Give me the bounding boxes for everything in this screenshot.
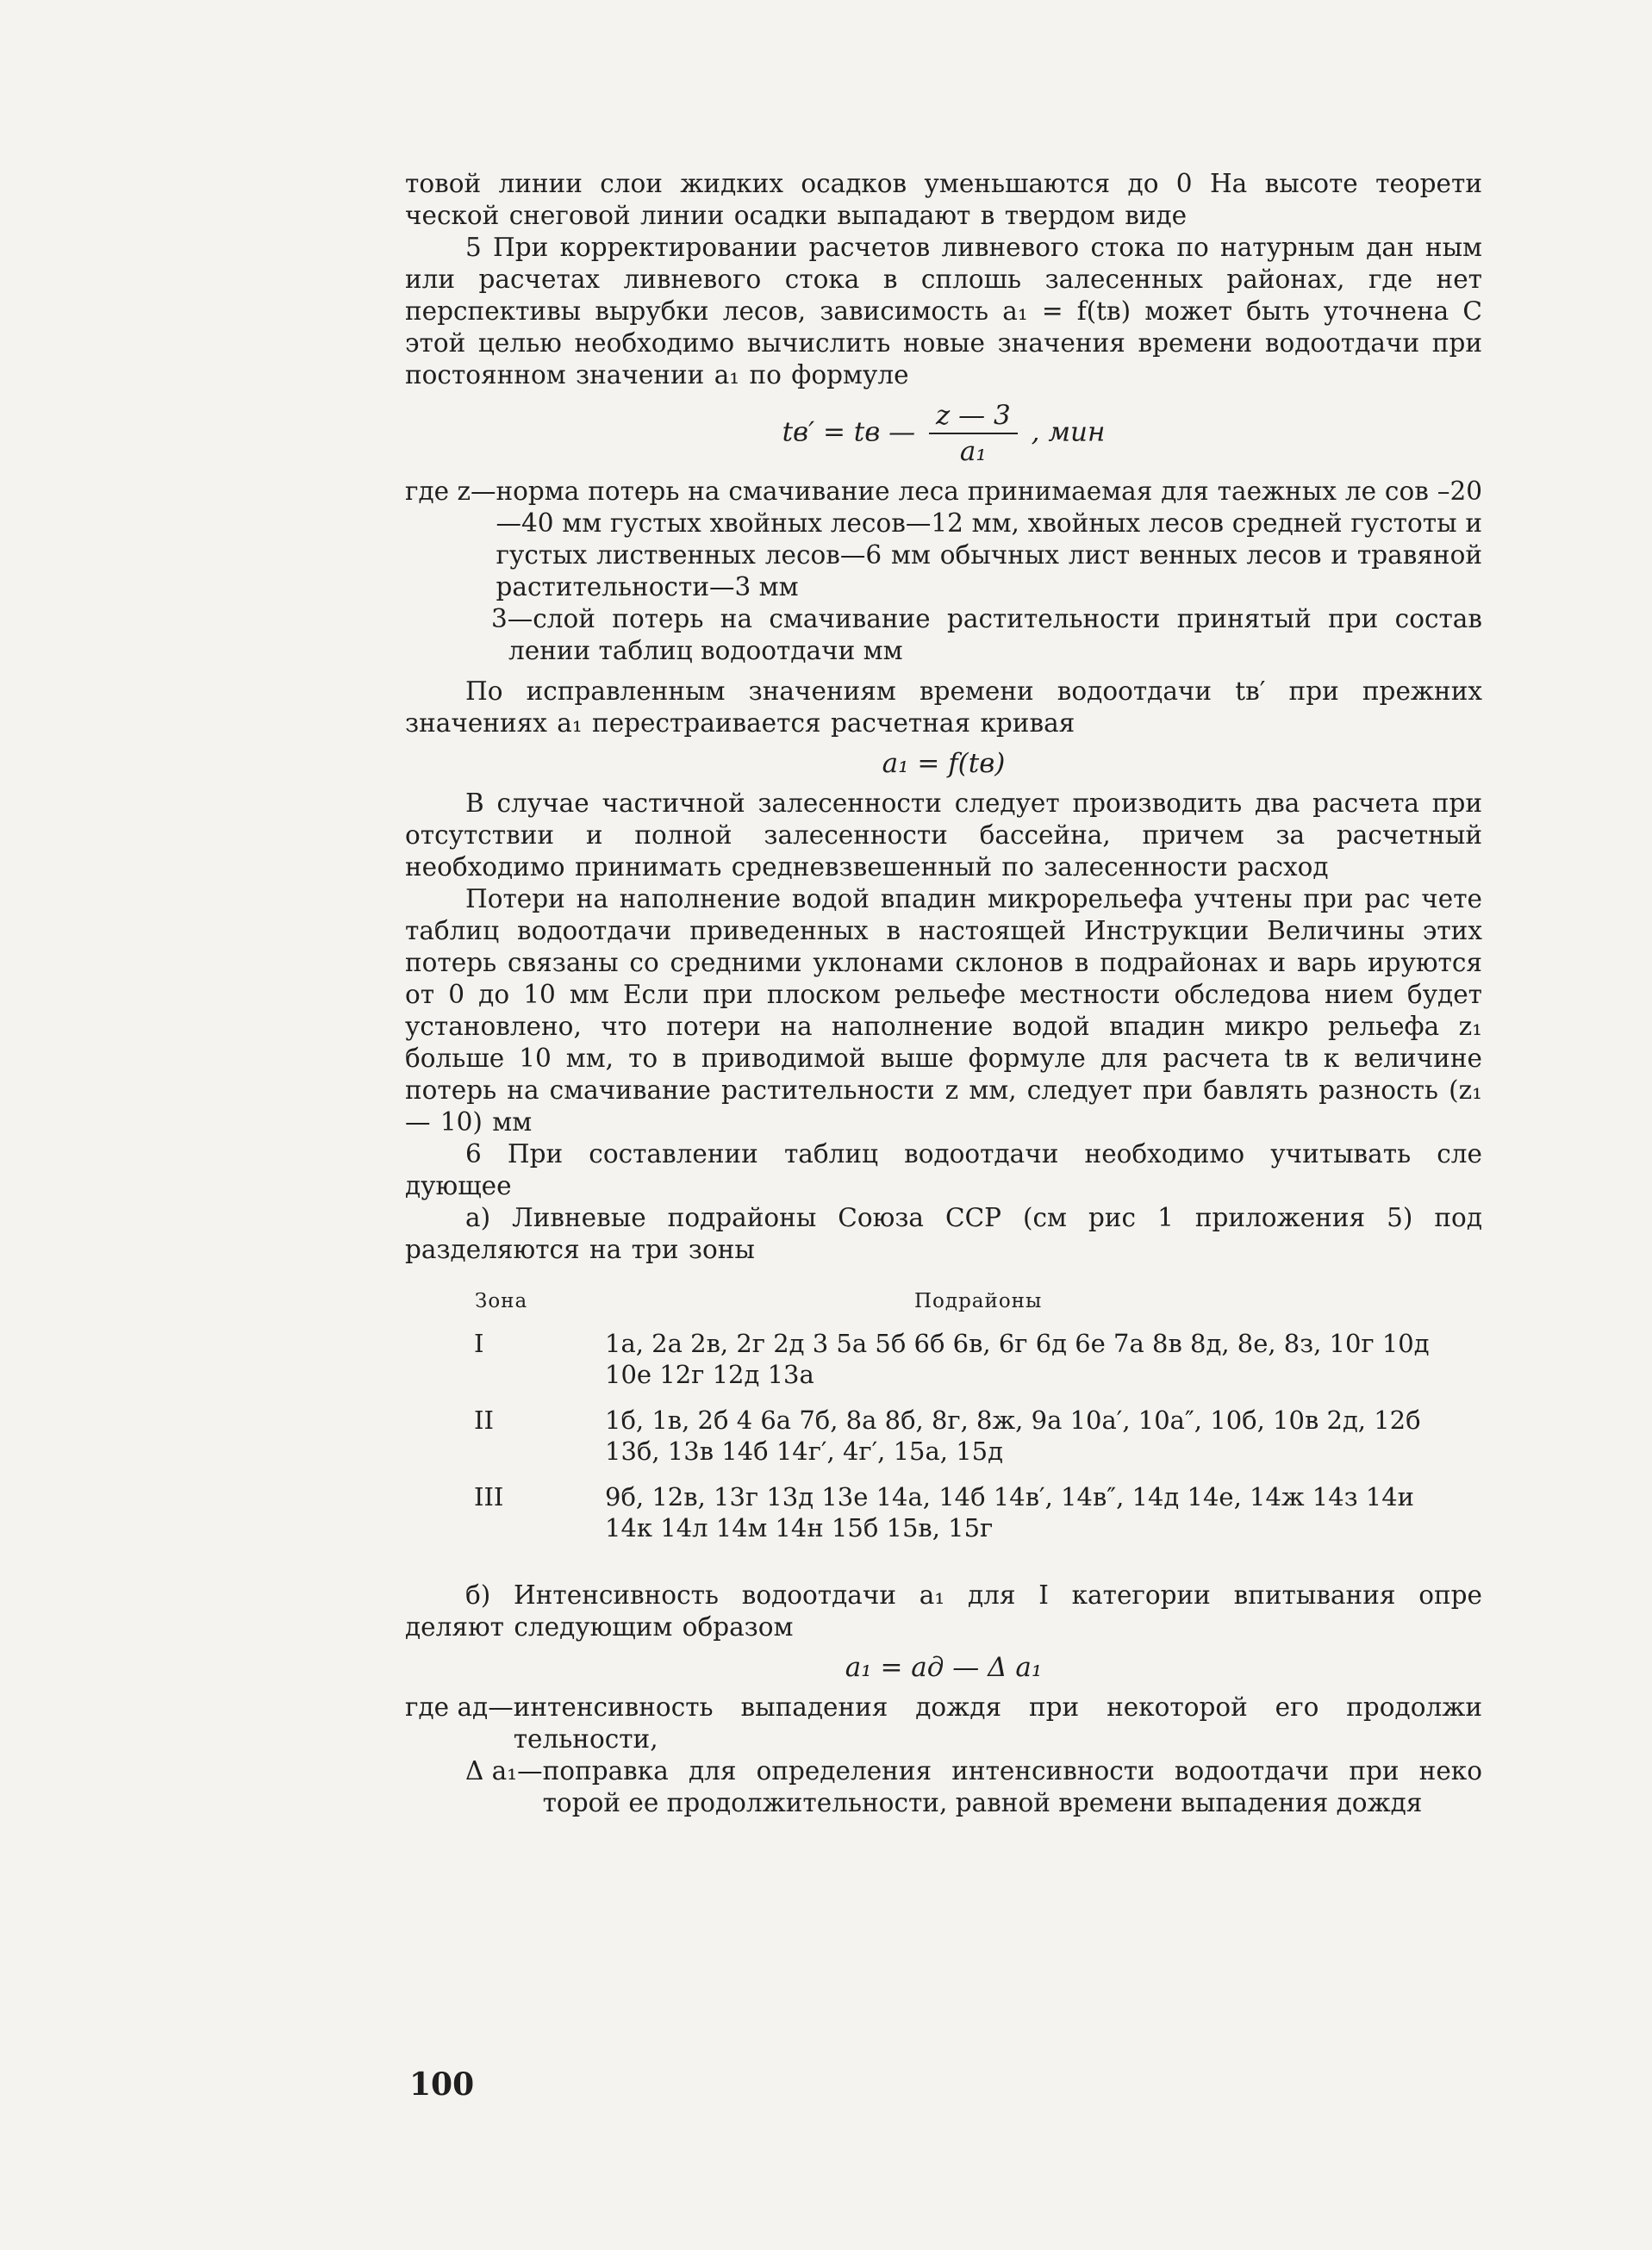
formula-a1-ad-minus-delta: a₁ = aд — Δ a₁ [845, 1652, 1043, 1683]
page-body [405, 168, 1482, 1819]
paragraph-8: б) Интенсивность водоотдачи a₁ для I категории впитывания опре деляют следующим образом [405, 1580, 1482, 1642]
definition-delta-a1 [405, 1755, 1482, 1819]
zone-cell: II [474, 1405, 494, 1435]
definition-text: норма потерь на смачивание леса принимаемая для таежных ле сов –20—40 мм густых хвойных лесов—12 мм, хвойных лесов средней густоты и густых лиственных лесов—6 мм обычных лист венных лесов и травяной растительности—3 мм [496, 477, 1482, 601]
column-header-zone: Зона [475, 1290, 528, 1312]
definition-3: 3—слой потерь на смачивание растительности принятый при состав лении таблиц водоотдачи мм [491, 604, 1482, 665]
fraction-denominator: a₁ [959, 436, 987, 467]
page-number: 100 [409, 2066, 475, 2103]
table-row [474, 1404, 1433, 1480]
paragraph-3: По исправленным значениям времени водоотдачи tв′ при прежних значениях a₁ перестраивается расчетная кривая [405, 676, 1482, 738]
definition-ad [405, 1692, 1482, 1755]
formula-tv-prime [405, 400, 1482, 467]
table-row [474, 1327, 1433, 1404]
column-header-subregions: Подрайоны [914, 1290, 1043, 1312]
paragraph-2: 5 При корректировании расчетов ливневого стока по натурным дан ным или расчетах ливневого стока в сплошь залесенных районах, где нет перспективы вырубки лесов, зависимость a₁ = f(tв) может быть уточнена С этой целью необходимо вычислить новые значения времени водоотдачи при постоянном значении a₁ по формуле [405, 233, 1482, 390]
zone-cell: I [474, 1329, 484, 1358]
paragraph-5: Потери на наполнение водой впадин микрорельефа учтены при рас чете таблиц водоотдачи приведенных в настоящей Инструкции Величины этих потерь связаны со средними уклонами склонов в подрайонах и варь ируются от 0 до 10 мм Если при плоском рельефе местности обследова нием будет установлено, что потери на наполнение водой впадин микро рельефа z₁ больше 10 мм, то в приводимой выше формуле для расчета tв к величине потерь на смачивание растительности z мм, следует при бавлять разность (z₁ — 10) мм [405, 884, 1482, 1137]
zone-cell: III [474, 1482, 504, 1511]
paragraph-1: товой линии слои жидких осадков уменьшаются до 0 На высоте теорети ческой снеговой линии осадки выпадают в твердом виде [405, 169, 1482, 230]
paragraph-4: В случае частичной залесенности следует производить два расчета при отсутствии и полной залесенности бассейна, причем за расчетный необходимо принимать средневзвешенный по залесенности расход [405, 788, 1482, 882]
fraction-numerator: z — 3 [929, 400, 1018, 434]
paragraph-6: 6 При составлении таблиц водоотдачи необходимо учитывать сле дующее [405, 1139, 1482, 1200]
formula-unit: , мин [1031, 416, 1106, 448]
definition-text: интенсивность выпадения дождя при некоторой его продолжи тельности, [513, 1692, 1482, 1754]
zones-table [474, 1285, 1433, 1557]
definition-label: где z— [405, 477, 496, 506]
subregions-cell: 9б, 12в, 13г 13д 13е 14а, 14б 14в′, 14в″, 14д 14е, 14ж 14з 14и 14к 14л 14м 14н 15б 15в, 15г [605, 1482, 1414, 1543]
subregions-cell: 1а, 2а 2в, 2г 2д 3 5а 5б 6б 6в, 6г 6д 6е 7а 8в 8д, 8е, 8з, 10г 10д 10е 12г 12д 13а [605, 1329, 1430, 1389]
definition-text: поправка для определения интенсивности водоотдачи при неко торой ее продолжительности, равной времени выпадения дождя [542, 1756, 1482, 1817]
table-row [474, 1480, 1433, 1557]
table-header-row [474, 1285, 1433, 1327]
paragraph-7: а) Ливневые подрайоны Союза ССР (см рис 1 приложения 5) под разделяются на три зоны [405, 1203, 1482, 1264]
formula-a1-f-tv: a₁ = f(tв) [882, 748, 1006, 779]
definition-z [405, 476, 1482, 603]
definition-label: где aд— [405, 1692, 514, 1722]
definition-label: Δ a₁— [465, 1756, 543, 1786]
formula-fraction [929, 400, 1018, 467]
formula-lhs: tв′ = tв — [782, 416, 916, 448]
subregions-cell: 1б, 1в, 2б 4 6а 7б, 8а 8б, 8г, 8ж, 9а 10а′, 10а″, 10б, 10в 2д, 12б 13б, 13в 14б 14г′, 4г′, 15а, 15д [605, 1405, 1421, 1466]
